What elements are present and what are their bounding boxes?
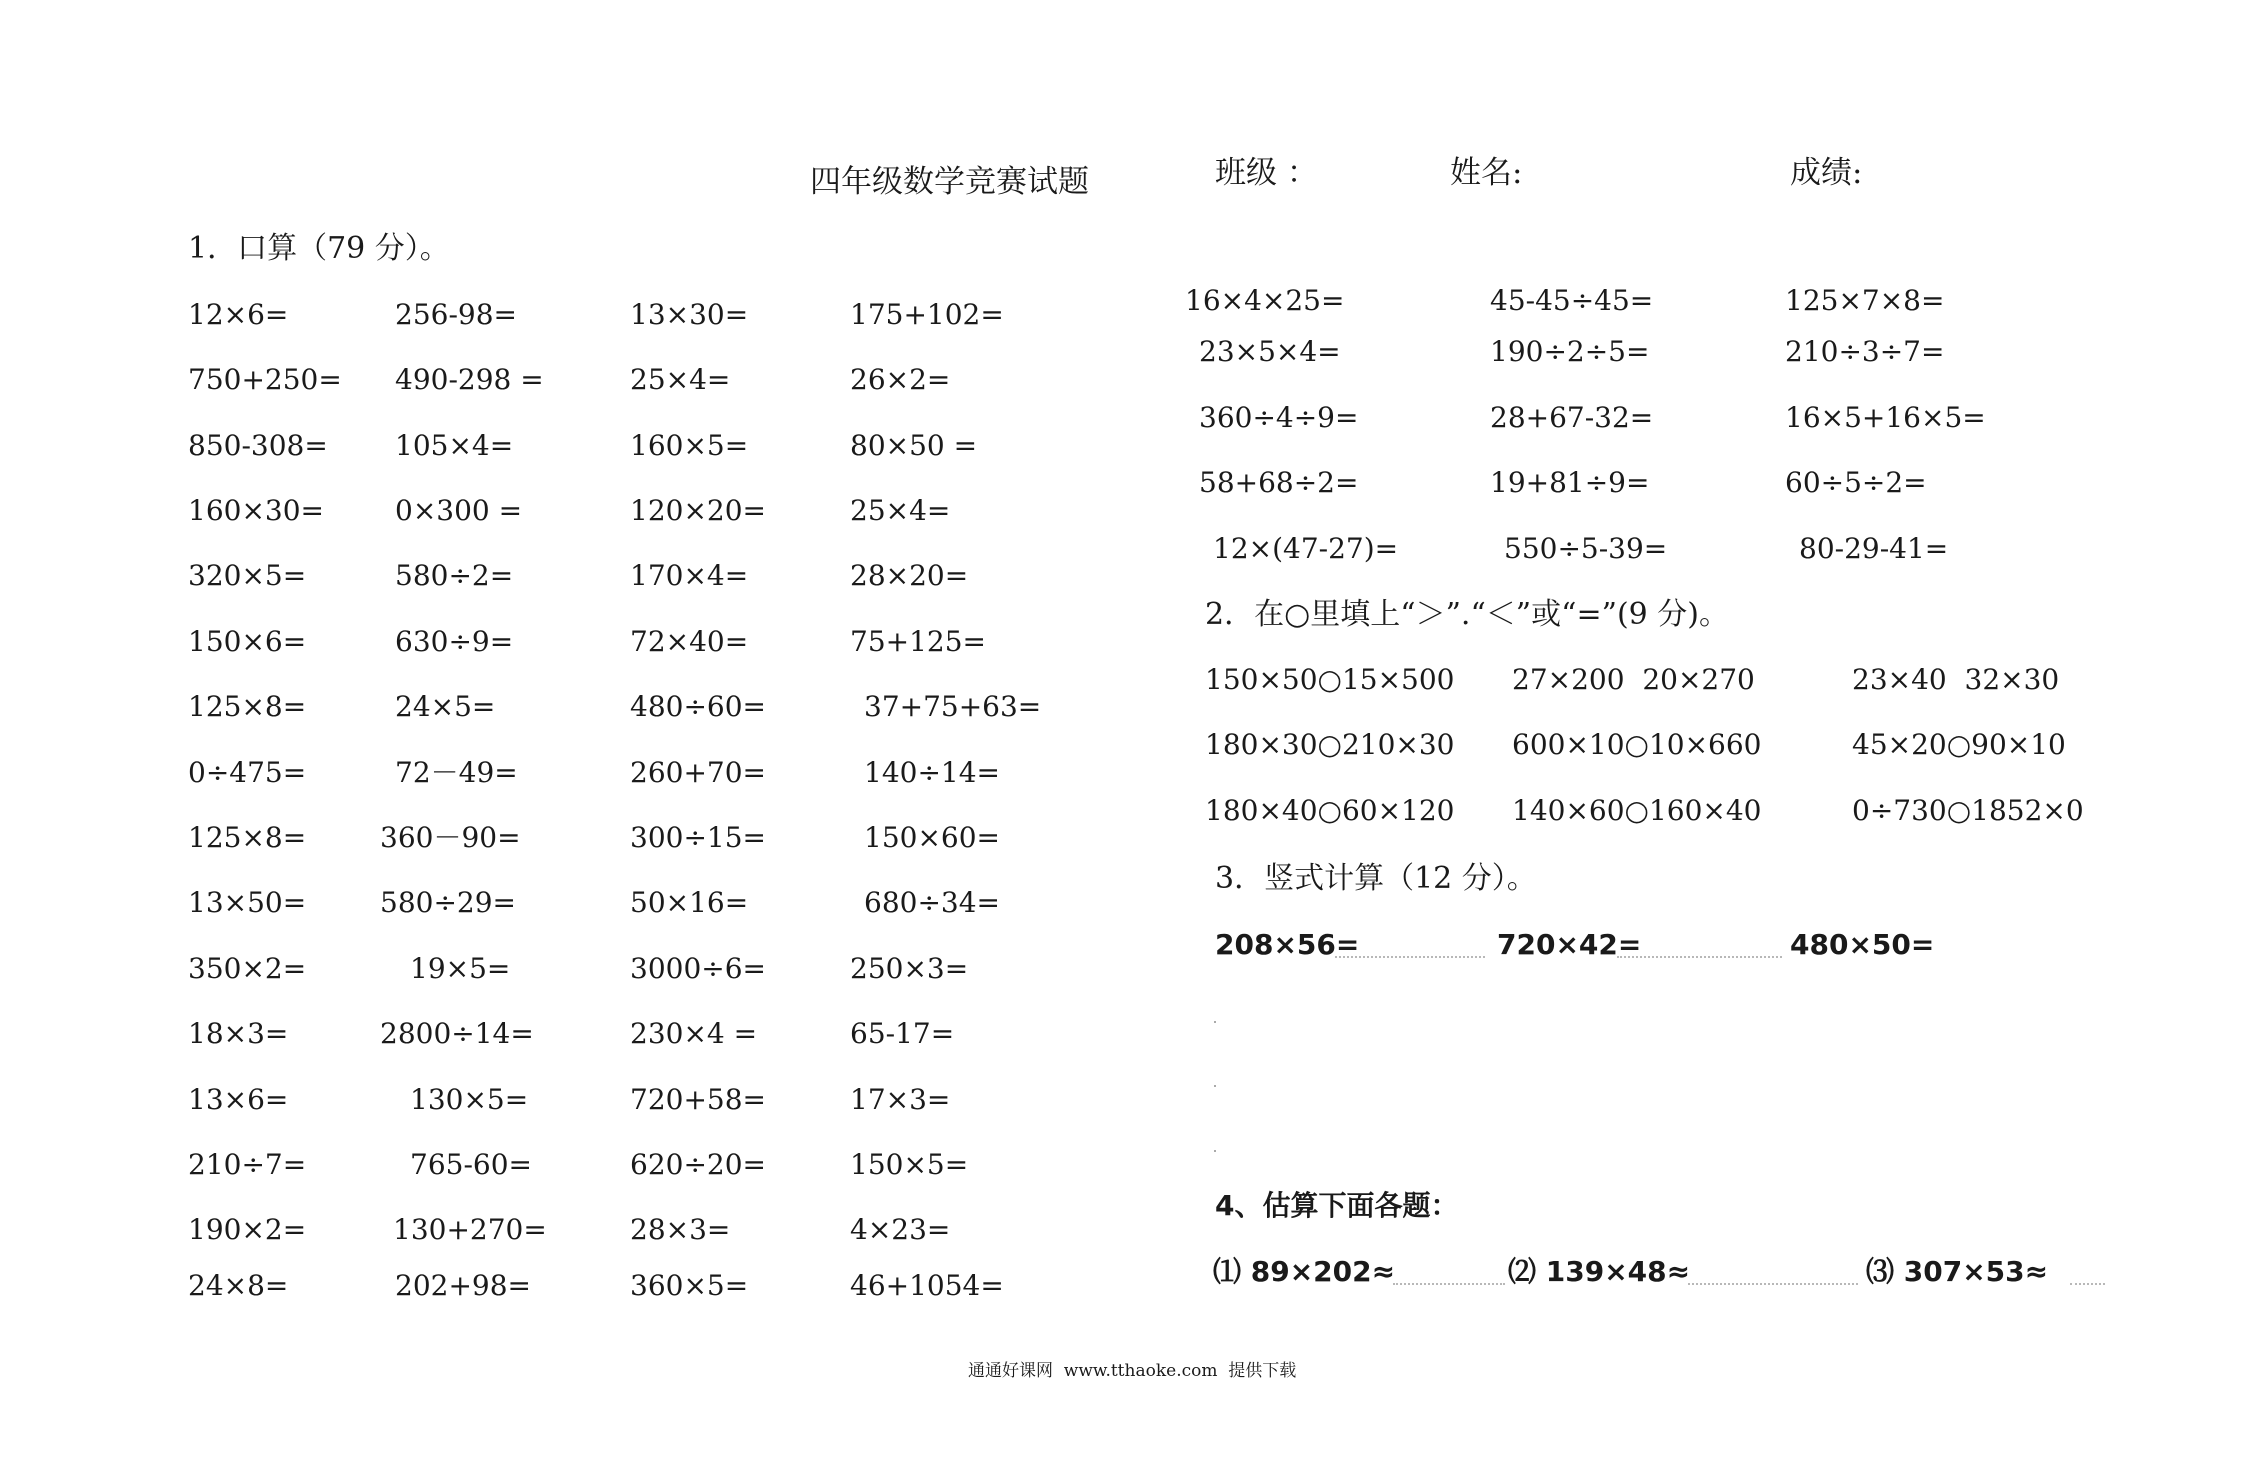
mental-math-item: 60÷5÷2= xyxy=(1785,466,1927,499)
mental-math-item: 19+81÷9= xyxy=(1490,466,1650,499)
mental-math-item: 260+70= xyxy=(630,756,766,789)
vertical-calc-item: 208×56= xyxy=(1215,928,1360,961)
mental-math-item: 360×5= xyxy=(630,1269,749,1302)
estimate-item: ⑶ 307×53≈ xyxy=(1866,1255,2049,1288)
mental-math-item: 28+67-32= xyxy=(1490,401,1654,434)
mental-math-item: 105×4= xyxy=(395,429,514,462)
mental-math-item: 350×2= xyxy=(188,952,307,985)
mental-math-item: 150×6= xyxy=(188,625,307,658)
mental-math-item: 12×(47-27)= xyxy=(1213,532,1399,565)
stray-dot xyxy=(1214,1085,1216,1087)
mental-math-item: 210÷3÷7= xyxy=(1785,335,1945,368)
comparison-item: 27×200 20×270 xyxy=(1512,663,1755,696)
class-label: 班级 ： xyxy=(1215,155,1318,191)
mental-math-item: 480÷60= xyxy=(630,690,766,723)
mental-math-item: 125×7×8= xyxy=(1785,284,1945,317)
mental-math-item: 2800÷14= xyxy=(380,1017,534,1050)
mental-math-item: 46+1054= xyxy=(850,1269,1004,1302)
name-label: 姓名: xyxy=(1450,155,1523,191)
comparison-item: 600×10○10×660 xyxy=(1512,728,1762,761)
comparison-item: 150×50○15×500 xyxy=(1205,663,1455,696)
mental-math-item: 72×40= xyxy=(630,625,749,658)
mental-math-item: 125×8= xyxy=(188,690,307,723)
mental-math-item: 12×6= xyxy=(188,298,289,331)
mental-math-item: 150×60= xyxy=(864,821,1000,854)
estimate-item: ⑵ 139×48≈ xyxy=(1508,1255,1691,1288)
mental-math-item: 130+270= xyxy=(393,1213,547,1246)
mental-math-item: 160×30= xyxy=(188,494,324,527)
mental-math-item: 765-60= xyxy=(410,1148,532,1181)
mental-math-item: 125×8= xyxy=(188,821,307,854)
answer-dotted-line xyxy=(1617,956,1782,958)
mental-math-item: 190×2= xyxy=(188,1213,307,1246)
mental-math-item: 25×4= xyxy=(630,363,731,396)
mental-math-item: 360÷4÷9= xyxy=(1199,401,1359,434)
mental-math-item: 65-17= xyxy=(850,1017,955,1050)
mental-math-item: 72－49= xyxy=(395,756,518,789)
mental-math-item: 175+102= xyxy=(850,298,1004,331)
mental-math-item: 26×2= xyxy=(850,363,951,396)
mental-math-item: 13×30= xyxy=(630,298,749,331)
mental-math-item: 360－90= xyxy=(380,821,521,854)
mental-math-item: 75+125= xyxy=(850,625,986,658)
mental-math-item: 320×5= xyxy=(188,559,307,592)
mental-math-item: 0×300 = xyxy=(395,494,523,527)
mental-math-item: 256-98= xyxy=(395,298,517,331)
page-title: 四年级数学竞赛试题 xyxy=(810,164,1089,200)
answer-dotted-line xyxy=(2070,1283,2105,1285)
mental-math-item: 17×3= xyxy=(850,1083,951,1116)
mental-math-item: 50×16= xyxy=(630,886,749,919)
comparison-item: 180×30○210×30 xyxy=(1205,728,1455,761)
mental-math-item: 630÷9= xyxy=(395,625,514,658)
footer-credit: 通通好课网 www.tthaoke.com 提供下载 xyxy=(968,1361,1297,1381)
mental-math-item: 28×3= xyxy=(630,1213,731,1246)
mental-math-item: 45-45÷45= xyxy=(1490,284,1654,317)
mental-math-item: 13×6= xyxy=(188,1083,289,1116)
mental-math-item: 24×8= xyxy=(188,1269,289,1302)
mental-math-item: 0÷475= xyxy=(188,756,307,789)
mental-math-item: 25×4= xyxy=(850,494,951,527)
answer-dotted-line xyxy=(1688,1283,1858,1285)
mental-math-item: 120×20= xyxy=(630,494,766,527)
mental-math-item: 620÷20= xyxy=(630,1148,766,1181)
mental-math-item: 300÷15= xyxy=(630,821,766,854)
comparison-item: 23×40 32×30 xyxy=(1852,663,2060,696)
comparison-item: 140×60○160×40 xyxy=(1512,794,1762,827)
mental-math-item: 28×20= xyxy=(850,559,969,592)
answer-dotted-line xyxy=(1393,1283,1505,1285)
mental-math-item: 23×5×4= xyxy=(1199,335,1341,368)
score-label: 成绩: xyxy=(1790,155,1863,191)
mental-math-item: 58+68÷2= xyxy=(1199,466,1359,499)
mental-math-item: 16×5+16×5= xyxy=(1785,401,1986,434)
section1-heading: 1．口算（79 分）。 xyxy=(188,231,450,266)
vertical-calc-item: 720×42= xyxy=(1497,928,1642,961)
mental-math-item: 750+250= xyxy=(188,363,342,396)
mental-math-item: 4×23= xyxy=(850,1213,951,1246)
mental-math-item: 37+75+63= xyxy=(864,690,1042,723)
mental-math-item: 580÷29= xyxy=(380,886,516,919)
mental-math-item: 580÷2= xyxy=(395,559,514,592)
mental-math-item: 550÷5-39= xyxy=(1504,532,1668,565)
mental-math-item: 140÷14= xyxy=(864,756,1000,789)
answer-dotted-line xyxy=(1335,956,1485,958)
mental-math-item: 24×5= xyxy=(395,690,496,723)
mental-math-item: 19×5= xyxy=(410,952,511,985)
comparison-item: 180×40○60×120 xyxy=(1205,794,1455,827)
mental-math-item: 202+98= xyxy=(395,1269,531,1302)
mental-math-item: 80×50 = xyxy=(850,429,978,462)
stray-dot xyxy=(1214,1150,1216,1152)
stray-dot xyxy=(1214,1021,1216,1023)
comparison-item: 0÷730○1852×0 xyxy=(1852,794,2084,827)
mental-math-item: 190÷2÷5= xyxy=(1490,335,1650,368)
mental-math-item: 250×3= xyxy=(850,952,969,985)
mental-math-item: 720+58= xyxy=(630,1083,766,1116)
mental-math-item: 13×50= xyxy=(188,886,307,919)
mental-math-item: 210÷7= xyxy=(188,1148,307,1181)
vertical-calc-item: 480×50= xyxy=(1790,928,1935,961)
mental-math-item: 680÷34= xyxy=(864,886,1000,919)
estimate-item: ⑴ 89×202≈ xyxy=(1213,1255,1396,1288)
section2-heading: 2．在○里填上“＞”.“＜”或“=”(9 分)。 xyxy=(1205,597,1729,632)
comparison-item: 45×20○90×10 xyxy=(1852,728,2066,761)
mental-math-item: 160×5= xyxy=(630,429,749,462)
mental-math-item: 150×5= xyxy=(850,1148,969,1181)
mental-math-item: 18×3= xyxy=(188,1017,289,1050)
mental-math-item: 16×4×25= xyxy=(1185,284,1345,317)
mental-math-item: 230×4 = xyxy=(630,1017,758,1050)
mental-math-item: 80-29-41= xyxy=(1799,532,1949,565)
section3-heading: 3．竖式计算（12 分）。 xyxy=(1215,861,1537,896)
section4-heading: 4、估算下面各题： xyxy=(1215,1189,1459,1222)
mental-math-item: 170×4= xyxy=(630,559,749,592)
mental-math-item: 130×5= xyxy=(410,1083,529,1116)
mental-math-item: 850-308= xyxy=(188,429,328,462)
mental-math-item: 3000÷6= xyxy=(630,952,766,985)
mental-math-item: 490-298 = xyxy=(395,363,544,396)
